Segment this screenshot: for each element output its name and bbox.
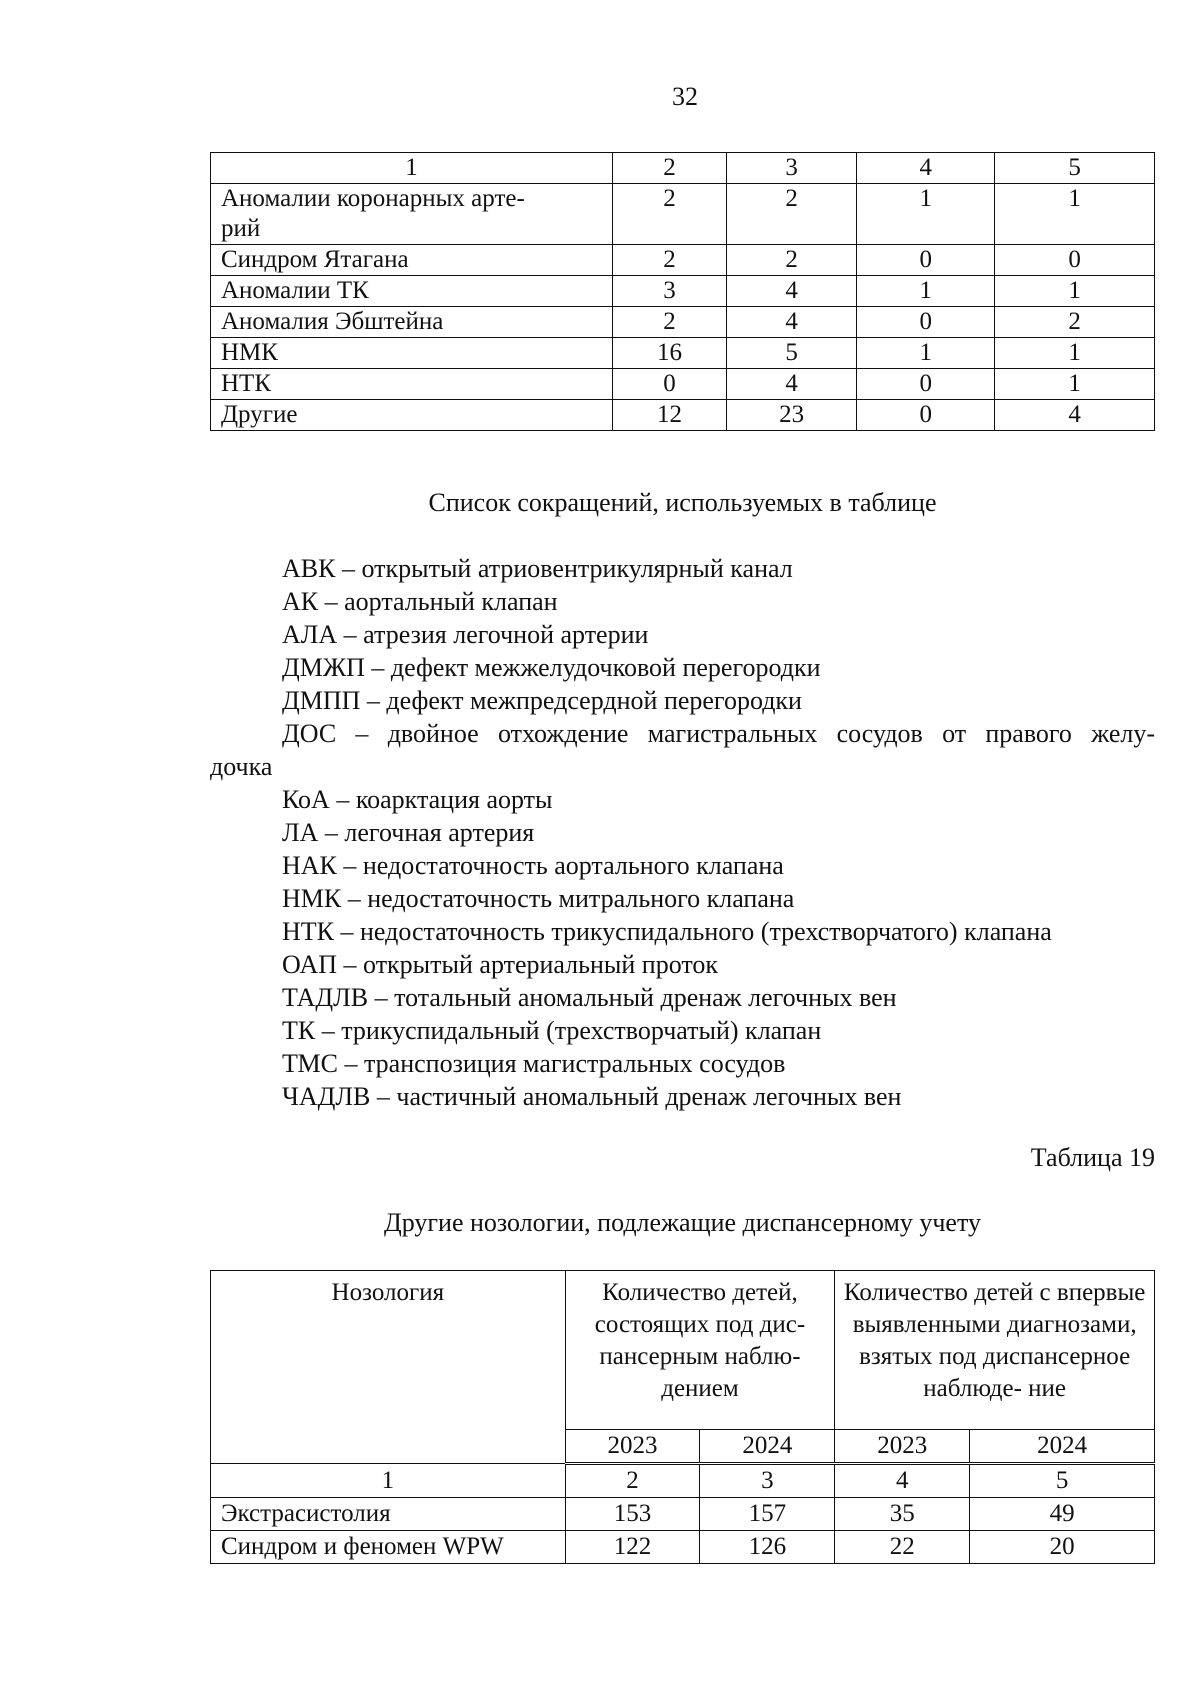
abbreviation-item: ОАП – открытый артериальный проток — [282, 950, 719, 979]
table-row — [211, 1531, 1155, 1564]
abbreviation-item: ТМС – транспозиция магистральных сосудов — [282, 1049, 786, 1078]
table-cell: 1 — [857, 276, 995, 307]
year-cell: 2024 — [970, 1430, 1155, 1464]
group-header-new-diagnoses: Количество детей с впервые выявленными диагнозами, взятых под диспансерное наблюде- ние — [835, 1271, 1155, 1430]
column-number: 3 — [700, 1464, 835, 1498]
table-cell: 1 — [857, 184, 995, 245]
nosology-header: Нозология — [211, 1271, 566, 1464]
column-number: 4 — [835, 1464, 970, 1498]
column-number: 5 — [970, 1464, 1155, 1498]
abbreviation-item: ДМПП – дефект межпредсердной перегородки — [282, 686, 802, 715]
table-title: Другие нозологии, подлежащие диспансерному учету — [383, 1208, 981, 1237]
row-name: НТК — [211, 369, 613, 400]
table-cell: 122 — [565, 1531, 700, 1564]
abbreviation-item: АЛА – атрезия легочной артерии — [282, 620, 649, 649]
abbreviation-item-continuation: дочка — [210, 752, 273, 781]
table-cell: 35 — [835, 1498, 970, 1531]
table-cell: 2 — [612, 307, 726, 338]
table-header-cell: 3 — [726, 153, 856, 184]
table-cell: 2 — [726, 184, 856, 245]
row-name: Аномалии ТК — [211, 276, 613, 307]
table-row — [211, 338, 1155, 369]
table-row — [211, 184, 1155, 245]
table-cell: 157 — [700, 1498, 835, 1531]
abbreviations-list — [210, 552, 1155, 1113]
table-row — [211, 400, 1155, 431]
table-label: Таблица 19 — [1030, 1143, 1155, 1172]
table-cell: 49 — [970, 1498, 1155, 1531]
abbreviation-item: ДМЖП – дефект межжелудочковой перегородки — [282, 653, 821, 682]
table-cell: 1 — [995, 276, 1155, 307]
abbreviation-item: ЛА – легочная артерия — [282, 818, 535, 847]
table-row — [211, 307, 1155, 338]
abbreviations-title: Список сокращений, используемых в таблице — [428, 488, 937, 517]
column-number: 1 — [211, 1464, 566, 1498]
table-header-row — [211, 153, 1155, 184]
table-cell: 0 — [857, 307, 995, 338]
table-cell: 22 — [835, 1531, 970, 1564]
row-name: НМК — [211, 338, 613, 369]
table-cell: 1 — [995, 369, 1155, 400]
table-cell: 1 — [995, 184, 1155, 245]
table-cell: 0 — [857, 245, 995, 276]
abbreviation-item: НМК – недостаточность митрального клапана — [282, 884, 795, 913]
abbreviation-item: АК – аортальный клапан — [282, 587, 558, 616]
abbreviation-item: ТАДЛВ – тотальный аномальный дренаж легочных вен — [282, 983, 897, 1012]
table-cell: 0 — [857, 369, 995, 400]
table-header-cell: 2 — [612, 153, 726, 184]
abbreviation-item: ТК – трикуспидальный (трехстворчатый) клапан — [282, 1016, 822, 1045]
column-number: 2 — [565, 1464, 700, 1498]
table-cell: 126 — [700, 1531, 835, 1564]
year-cell: 2024 — [700, 1430, 835, 1464]
table-cell: 20 — [970, 1531, 1155, 1564]
table-cell: 5 — [726, 338, 856, 369]
abbreviation-item: КоА – коарктация аорты — [282, 785, 553, 814]
table-cell: 2 — [612, 184, 726, 245]
table-cell: 2 — [726, 245, 856, 276]
year-cell: 2023 — [565, 1430, 700, 1464]
row-name-line: рий — [221, 215, 261, 242]
abbreviation-item: НАК – недостаточность аортального клапана — [282, 851, 784, 880]
table-header-cell: 5 — [995, 153, 1155, 184]
table-cell: 4 — [726, 307, 856, 338]
table-cell: 2 — [995, 307, 1155, 338]
table-row — [211, 276, 1155, 307]
table-row — [211, 1498, 1155, 1531]
table-row — [211, 369, 1155, 400]
abbreviation-item: ДОС – двойное отхождение магистральных сосудов от правого желу- — [282, 719, 1155, 748]
table-cell: 2 — [612, 245, 726, 276]
table-cell: 0 — [857, 400, 995, 431]
table-header-cell: 4 — [857, 153, 995, 184]
table-cell: 4 — [995, 400, 1155, 431]
column-number-row — [211, 1464, 1155, 1498]
table-cell: 0 — [612, 369, 726, 400]
table-cell: 3 — [612, 276, 726, 307]
nosology-table — [210, 1270, 1155, 1564]
row-name: Синдром и феномен WPW — [211, 1531, 566, 1564]
table-cell: 1 — [995, 338, 1155, 369]
table-row — [211, 245, 1155, 276]
table-cell: 1 — [857, 338, 995, 369]
table-cell: 153 — [565, 1498, 700, 1531]
table-header-cell: 1 — [211, 153, 613, 184]
table-cell: 12 — [612, 400, 726, 431]
table-header-row — [211, 1271, 1155, 1430]
page-number: 32 — [672, 82, 698, 111]
abbreviation-item: НТК – недостаточность трикуспидального (трехстворчатого) клапана — [282, 917, 1052, 946]
continued-table — [210, 152, 1155, 431]
row-name: Синдром Ятагана — [211, 245, 613, 276]
row-name-line: Аномалии коронарных арте- — [221, 185, 525, 212]
table-cell: 4 — [726, 369, 856, 400]
row-name: Экстрасистолия — [211, 1498, 566, 1531]
group-header-registered: Количество детей, состоящих под дис- пансерным наблю- дением — [565, 1271, 835, 1430]
abbreviation-item: ЧАДЛВ – частичный аномальный дренаж легочных вен — [282, 1082, 902, 1111]
row-name — [211, 184, 613, 245]
table-cell: 16 — [612, 338, 726, 369]
year-cell: 2023 — [835, 1430, 970, 1464]
table-cell: 4 — [726, 276, 856, 307]
abbreviation-item: АВК – открытый атриовентрикулярный канал — [282, 554, 793, 583]
table-cell: 0 — [995, 245, 1155, 276]
row-name: Другие — [211, 400, 613, 431]
table-cell: 23 — [726, 400, 856, 431]
row-name: Аномалия Эбштейна — [211, 307, 613, 338]
